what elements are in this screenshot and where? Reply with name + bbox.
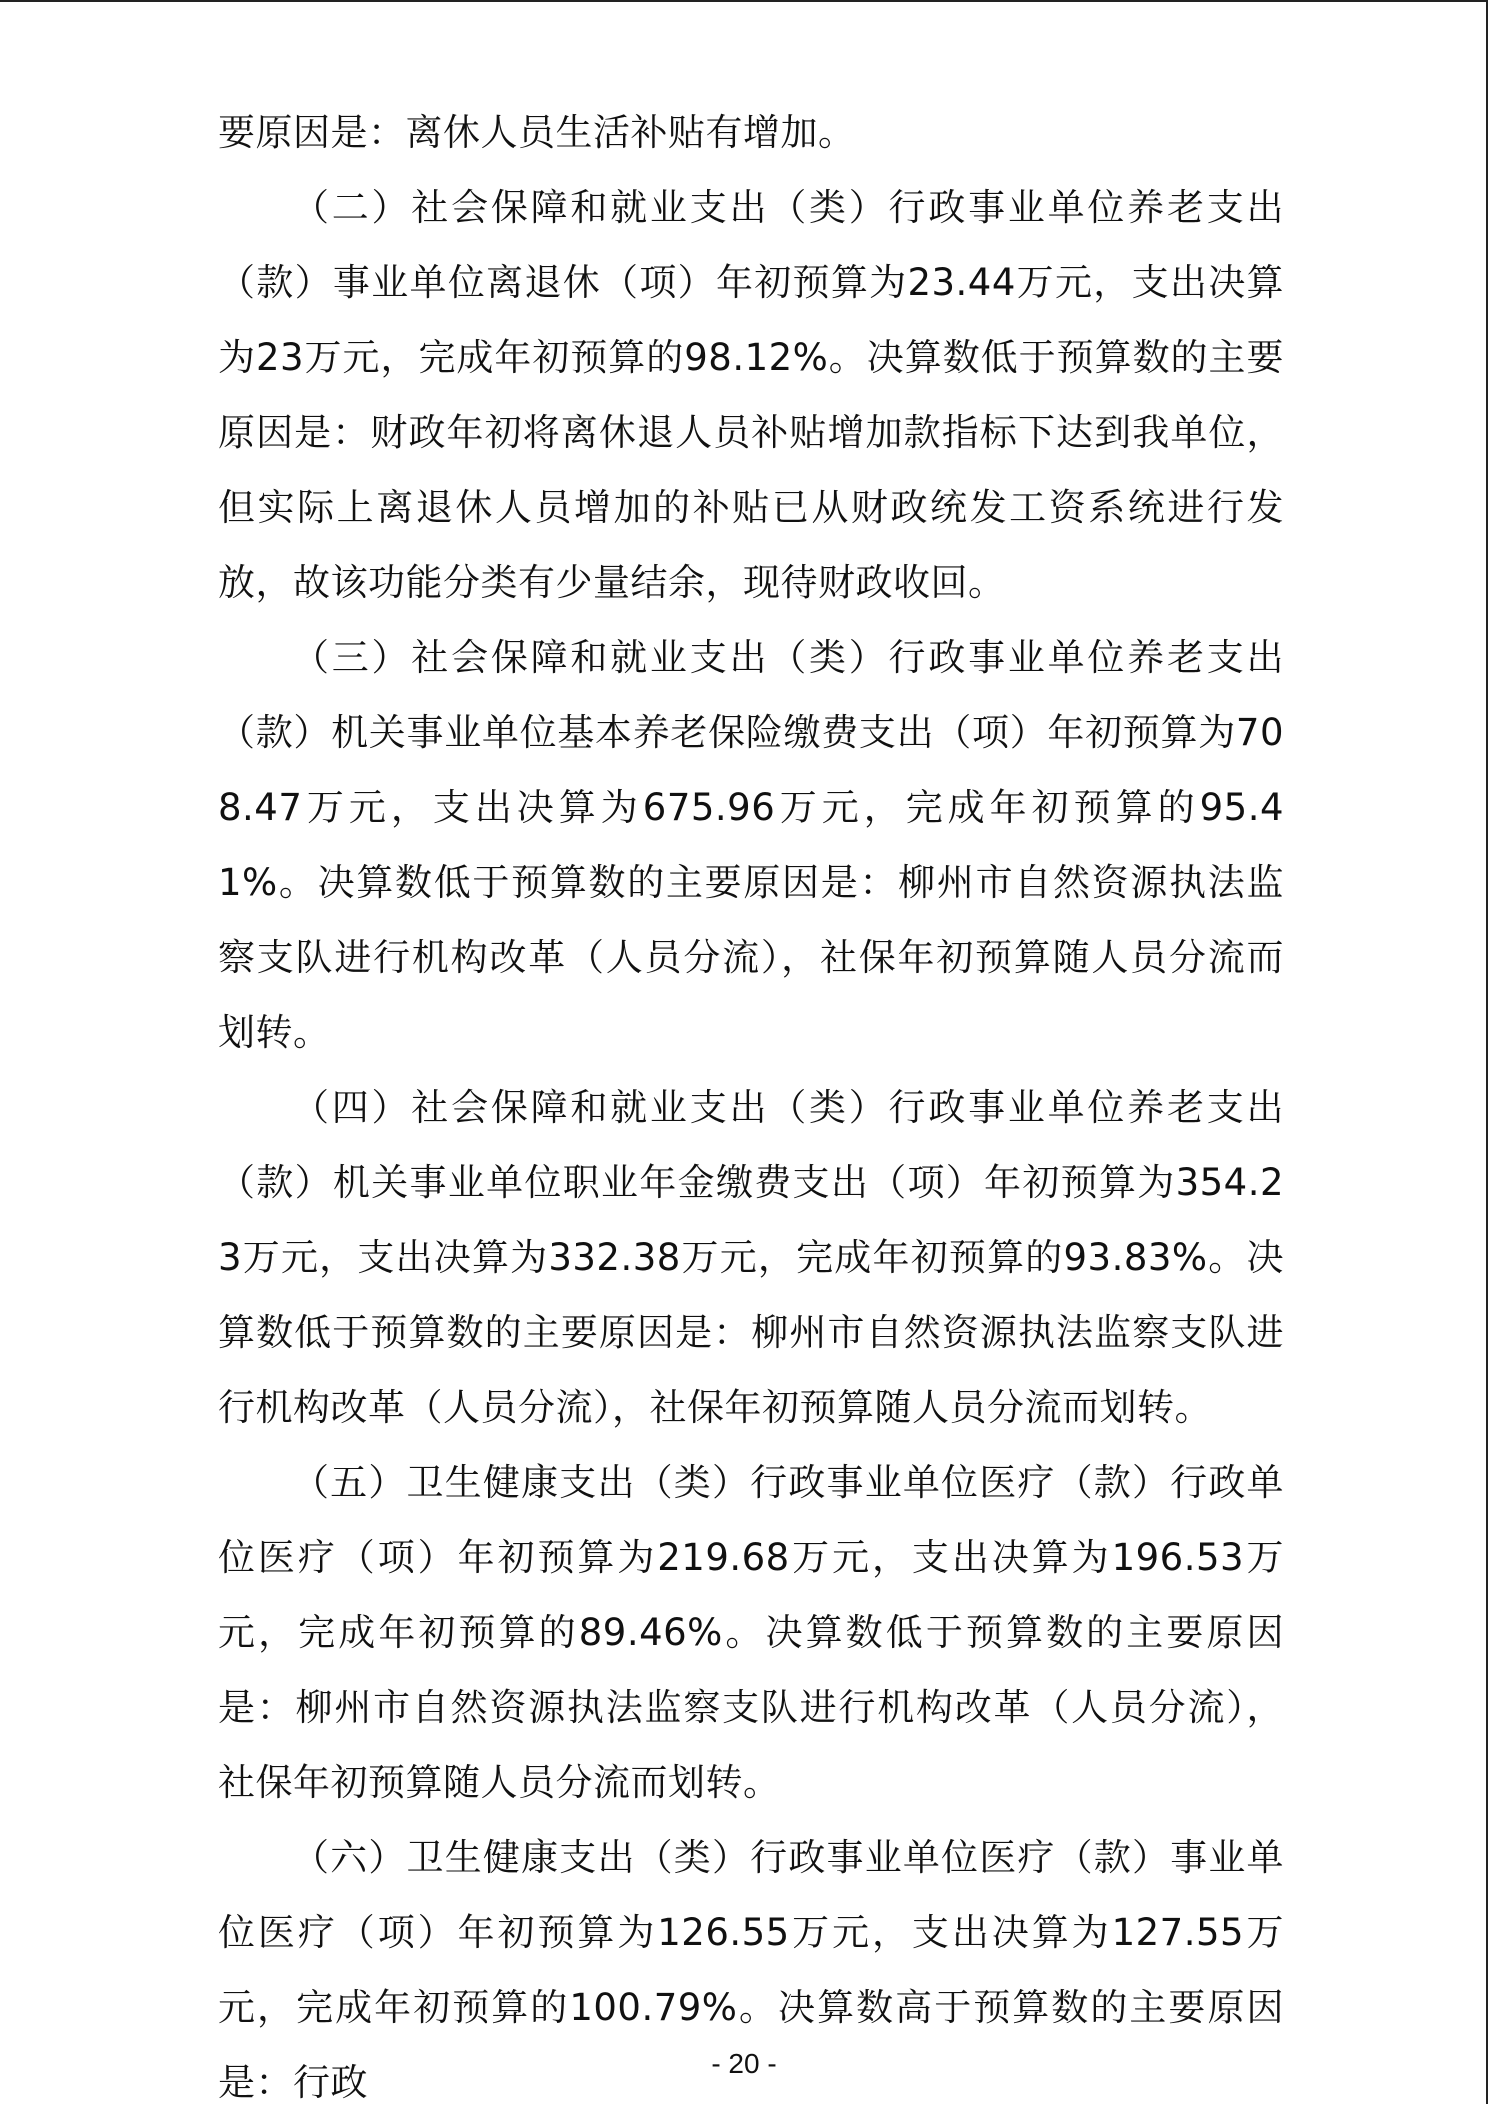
page-top-border [0,0,1488,2]
paragraph-continuation: 要原因是：离休人员生活补贴有增加。 [218,111,856,154]
paragraph-item-4: （四）社会保障和就业支出（类）行政事业单位养老支出（款）机关事业单位职业年金缴费支出（项）年初预算为354.23万元，支出决算为332.38万元，完成年初预算的93.83%。决算数低于预算数的主要原因是：柳州市自然资源执法监察支队进行机构改革（人员分流），社保年初预算随人员分流而划转。 [218,1086,1284,1429]
page-number: - 20 - [711,2048,777,2079]
paragraph-item-6: （六）卫生健康支出（类）行政事业单位医疗（款）事业单位医疗（项）年初预算为126.55万元，支出决算为127.55万元，完成年初预算的100.79%。决算数高于预算数的主要原因是：行政 [218,1836,1284,2104]
paragraph-item-2: （二）社会保障和就业支出（类）行政事业单位养老支出（款）事业单位离退休（项）年初预算为23.44万元，支出决算为23万元，完成年初预算的98.12%。决算数低于预算数的主要原因是：财政年初将离休退人员补贴增加款指标下达到我单位，但实际上离退休人员增加的补贴已从财政统发工资系统进行发放，故该功能分类有少量结余，现待财政收回。 [218,186,1284,604]
paragraph-item-5: （五）卫生健康支出（类）行政事业单位医疗（款）行政单位医疗（项）年初预算为219.68万元，支出决算为196.53万元，完成年初预算的89.46%。决算数低于预算数的主要原因是：柳州市自然资源执法监察支队进行机构改革（人员分流），社保年初预算随人员分流而划转。 [218,1461,1284,1804]
paragraph-item-3: （三）社会保障和就业支出（类）行政事业单位养老支出（款）机关事业单位基本养老保险缴费支出（项）年初预算为708.47万元，支出决算为675.96万元，完成年初预算的95.41%。决算数低于预算数的主要原因是：柳州市自然资源执法监察支队进行机构改革（人员分流），社保年初预算随人员分流而划转。 [218,636,1284,1054]
document-body [218,95,1284,2120]
